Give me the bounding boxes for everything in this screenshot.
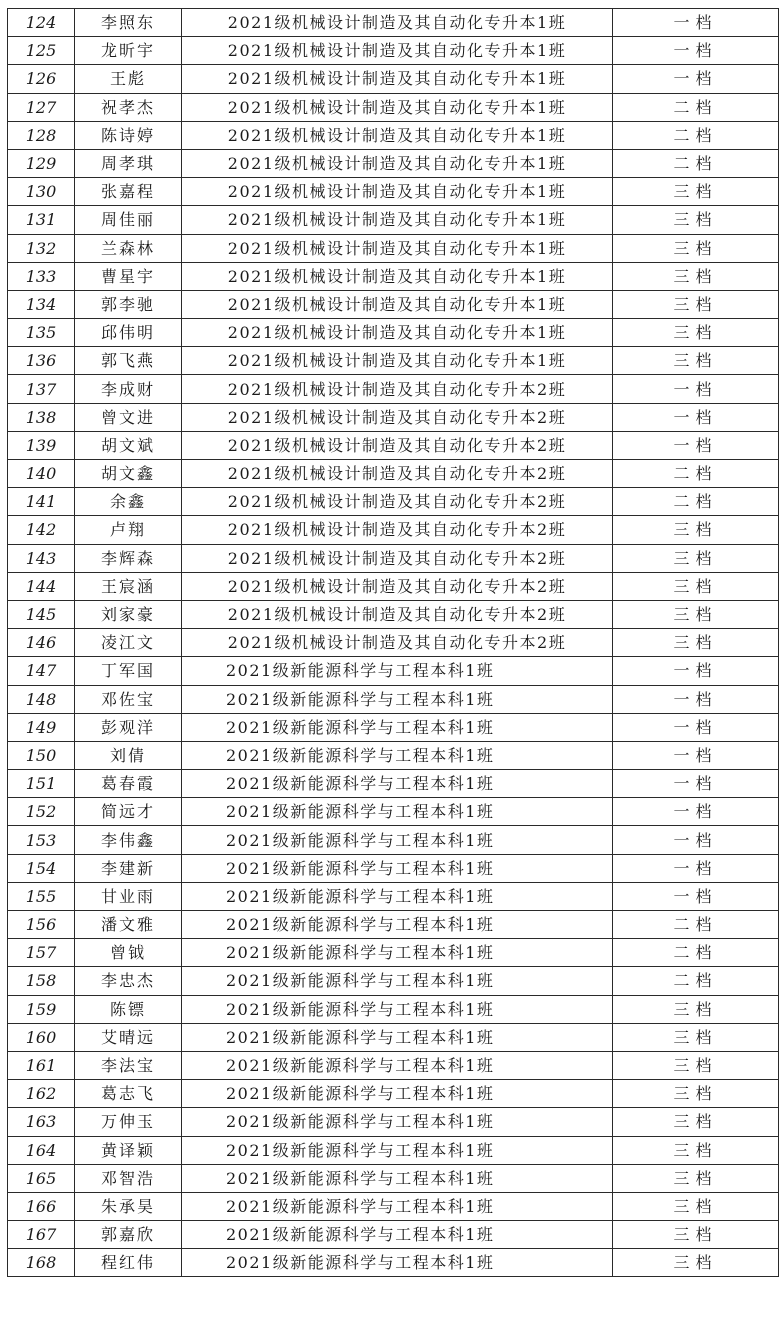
table-row (8, 460, 779, 488)
grade-level-cell: 一档 (613, 403, 779, 431)
class-name-cell: 2021级新能源科学与工程本科1班 (182, 741, 613, 769)
student-name-cell: 彭观洋 (75, 713, 182, 741)
table-row (8, 854, 779, 882)
row-number-cell: 124 (8, 9, 75, 37)
class-name-cell: 2021级新能源科学与工程本科1班 (182, 1164, 613, 1192)
table-row (8, 798, 779, 826)
class-name-cell: 2021级机械设计制造及其自动化专升本2班 (182, 375, 613, 403)
class-name-cell: 2021级新能源科学与工程本科1班 (182, 1221, 613, 1249)
table-row (8, 713, 779, 741)
table-row (8, 1108, 779, 1136)
grade-level-cell: 二档 (613, 121, 779, 149)
class-name-cell: 2021级新能源科学与工程本科1班 (182, 939, 613, 967)
grade-level-cell: 三档 (613, 1249, 779, 1277)
table-row (8, 1051, 779, 1079)
student-name-cell: 邓佐宝 (75, 685, 182, 713)
row-number-cell: 160 (8, 1023, 75, 1051)
row-number-cell: 131 (8, 206, 75, 234)
student-name-cell: 黄译颖 (75, 1136, 182, 1164)
table-row (8, 319, 779, 347)
row-number-cell: 138 (8, 403, 75, 431)
row-number-cell: 128 (8, 121, 75, 149)
table-row (8, 1136, 779, 1164)
grade-level-cell: 二档 (613, 93, 779, 121)
grade-level-cell: 一档 (613, 798, 779, 826)
class-name-cell: 2021级新能源科学与工程本科1班 (182, 770, 613, 798)
row-number-cell: 168 (8, 1249, 75, 1277)
row-number-cell: 152 (8, 798, 75, 826)
class-name-cell: 2021级机械设计制造及其自动化专升本1班 (182, 178, 613, 206)
table-row (8, 967, 779, 995)
class-name-cell: 2021级新能源科学与工程本科1班 (182, 1136, 613, 1164)
grade-level-cell: 一档 (613, 826, 779, 854)
row-number-cell: 157 (8, 939, 75, 967)
row-number-cell: 155 (8, 882, 75, 910)
table-row (8, 206, 779, 234)
student-name-cell: 曾钺 (75, 939, 182, 967)
grade-level-cell: 二档 (613, 488, 779, 516)
row-number-cell: 142 (8, 516, 75, 544)
class-name-cell: 2021级机械设计制造及其自动化专升本2班 (182, 544, 613, 572)
class-name-cell: 2021级机械设计制造及其自动化专升本2班 (182, 460, 613, 488)
table-row (8, 1221, 779, 1249)
table-row (8, 600, 779, 628)
grade-level-cell: 一档 (613, 854, 779, 882)
grade-level-cell: 二档 (613, 460, 779, 488)
student-name-cell: 曾文进 (75, 403, 182, 431)
class-name-cell: 2021级机械设计制造及其自动化专升本2班 (182, 431, 613, 459)
student-name-cell: 陈诗婷 (75, 121, 182, 149)
row-number-cell: 125 (8, 37, 75, 65)
class-name-cell: 2021级新能源科学与工程本科1班 (182, 798, 613, 826)
table-row (8, 431, 779, 459)
grade-level-cell: 三档 (613, 178, 779, 206)
table-row (8, 657, 779, 685)
class-name-cell: 2021级机械设计制造及其自动化专升本2班 (182, 572, 613, 600)
class-name-cell: 2021级新能源科学与工程本科1班 (182, 1080, 613, 1108)
student-name-cell: 王彪 (75, 65, 182, 93)
row-number-cell: 165 (8, 1164, 75, 1192)
class-name-cell: 2021级机械设计制造及其自动化专升本2班 (182, 516, 613, 544)
row-number-cell: 158 (8, 967, 75, 995)
grade-level-cell: 三档 (613, 234, 779, 262)
class-name-cell: 2021级新能源科学与工程本科1班 (182, 657, 613, 685)
row-number-cell: 144 (8, 572, 75, 600)
grade-level-cell: 一档 (613, 37, 779, 65)
class-name-cell: 2021级新能源科学与工程本科1班 (182, 1023, 613, 1051)
class-name-cell: 2021级新能源科学与工程本科1班 (182, 967, 613, 995)
row-number-cell: 153 (8, 826, 75, 854)
table-row (8, 488, 779, 516)
row-number-cell: 163 (8, 1108, 75, 1136)
grade-level-cell: 二档 (613, 911, 779, 939)
student-name-cell: 李法宝 (75, 1051, 182, 1079)
table-row (8, 65, 779, 93)
row-number-cell: 143 (8, 544, 75, 572)
roster-table (7, 8, 779, 1277)
student-name-cell: 葛春霞 (75, 770, 182, 798)
student-name-cell: 凌江文 (75, 629, 182, 657)
grade-level-cell: 三档 (613, 319, 779, 347)
grade-level-cell: 一档 (613, 741, 779, 769)
row-number-cell: 147 (8, 657, 75, 685)
table-row (8, 939, 779, 967)
table-row (8, 149, 779, 177)
grade-level-cell: 一档 (613, 375, 779, 403)
row-number-cell: 133 (8, 262, 75, 290)
student-name-cell: 曹星宇 (75, 262, 182, 290)
grade-level-cell: 三档 (613, 262, 779, 290)
class-name-cell: 2021级新能源科学与工程本科1班 (182, 854, 613, 882)
row-number-cell: 159 (8, 995, 75, 1023)
table-row (8, 375, 779, 403)
grade-level-cell: 三档 (613, 1108, 779, 1136)
row-number-cell: 154 (8, 854, 75, 882)
class-name-cell: 2021级机械设计制造及其自动化专升本1班 (182, 93, 613, 121)
class-name-cell: 2021级机械设计制造及其自动化专升本2班 (182, 600, 613, 628)
table-row (8, 262, 779, 290)
row-number-cell: 137 (8, 375, 75, 403)
grade-level-cell: 一档 (613, 685, 779, 713)
class-name-cell: 2021级新能源科学与工程本科1班 (182, 685, 613, 713)
student-name-cell: 朱承昊 (75, 1192, 182, 1220)
row-number-cell: 141 (8, 488, 75, 516)
student-name-cell: 胡文斌 (75, 431, 182, 459)
grade-level-cell: 三档 (613, 1023, 779, 1051)
grade-level-cell: 三档 (613, 1164, 779, 1192)
table-row (8, 234, 779, 262)
table-row (8, 995, 779, 1023)
student-name-cell: 邱伟明 (75, 319, 182, 347)
class-name-cell: 2021级机械设计制造及其自动化专升本1班 (182, 262, 613, 290)
student-name-cell: 周佳丽 (75, 206, 182, 234)
row-number-cell: 127 (8, 93, 75, 121)
row-number-cell: 150 (8, 741, 75, 769)
student-name-cell: 李伟鑫 (75, 826, 182, 854)
grade-level-cell: 三档 (613, 995, 779, 1023)
class-name-cell: 2021级机械设计制造及其自动化专升本1班 (182, 9, 613, 37)
grade-level-cell: 二档 (613, 967, 779, 995)
class-name-cell: 2021级新能源科学与工程本科1班 (182, 1249, 613, 1277)
grade-level-cell: 三档 (613, 1192, 779, 1220)
table-row (8, 741, 779, 769)
row-number-cell: 151 (8, 770, 75, 798)
class-name-cell: 2021级机械设计制造及其自动化专升本1班 (182, 149, 613, 177)
student-name-cell: 葛志飞 (75, 1080, 182, 1108)
student-name-cell: 龙昕宇 (75, 37, 182, 65)
student-name-cell: 潘文雅 (75, 911, 182, 939)
student-name-cell: 万伸玉 (75, 1108, 182, 1136)
student-name-cell: 李忠杰 (75, 967, 182, 995)
grade-level-cell: 二档 (613, 149, 779, 177)
table-row (8, 121, 779, 149)
student-name-cell: 简远才 (75, 798, 182, 826)
class-name-cell: 2021级机械设计制造及其自动化专升本2班 (182, 403, 613, 431)
student-name-cell: 李成财 (75, 375, 182, 403)
table-row (8, 826, 779, 854)
grade-level-cell: 一档 (613, 657, 779, 685)
row-number-cell: 162 (8, 1080, 75, 1108)
class-name-cell: 2021级新能源科学与工程本科1班 (182, 882, 613, 910)
row-number-cell: 132 (8, 234, 75, 262)
class-name-cell: 2021级新能源科学与工程本科1班 (182, 1051, 613, 1079)
table-row (8, 178, 779, 206)
row-number-cell: 156 (8, 911, 75, 939)
row-number-cell: 135 (8, 319, 75, 347)
grade-level-cell: 三档 (613, 206, 779, 234)
student-name-cell: 艾晴远 (75, 1023, 182, 1051)
table-row (8, 93, 779, 121)
class-name-cell: 2021级机械设计制造及其自动化专升本1班 (182, 234, 613, 262)
grade-level-cell: 三档 (613, 1051, 779, 1079)
grade-level-cell: 三档 (613, 516, 779, 544)
class-name-cell: 2021级机械设计制造及其自动化专升本1班 (182, 319, 613, 347)
table-row (8, 770, 779, 798)
table-row (8, 516, 779, 544)
table-row (8, 544, 779, 572)
table-row (8, 9, 779, 37)
row-number-cell: 161 (8, 1051, 75, 1079)
class-name-cell: 2021级机械设计制造及其自动化专升本1班 (182, 347, 613, 375)
grade-level-cell: 一档 (613, 431, 779, 459)
student-name-cell: 王宸涵 (75, 572, 182, 600)
roster-sheet (7, 8, 774, 1277)
class-name-cell: 2021级机械设计制造及其自动化专升本2班 (182, 488, 613, 516)
grade-level-cell: 二档 (613, 939, 779, 967)
student-name-cell: 李建新 (75, 854, 182, 882)
class-name-cell: 2021级新能源科学与工程本科1班 (182, 1108, 613, 1136)
grade-level-cell: 三档 (613, 1080, 779, 1108)
class-name-cell: 2021级机械设计制造及其自动化专升本1班 (182, 121, 613, 149)
table-row (8, 1192, 779, 1220)
table-row (8, 403, 779, 431)
table-row (8, 347, 779, 375)
grade-level-cell: 三档 (613, 629, 779, 657)
grade-level-cell: 三档 (613, 1221, 779, 1249)
grade-level-cell: 三档 (613, 1136, 779, 1164)
student-name-cell: 邓智浩 (75, 1164, 182, 1192)
grade-level-cell: 一档 (613, 882, 779, 910)
table-row (8, 629, 779, 657)
table-row (8, 1164, 779, 1192)
student-name-cell: 郭飞燕 (75, 347, 182, 375)
row-number-cell: 126 (8, 65, 75, 93)
student-name-cell: 刘家豪 (75, 600, 182, 628)
row-number-cell: 146 (8, 629, 75, 657)
table-row (8, 685, 779, 713)
student-name-cell: 周孝琪 (75, 149, 182, 177)
row-number-cell: 167 (8, 1221, 75, 1249)
class-name-cell: 2021级新能源科学与工程本科1班 (182, 995, 613, 1023)
table-row (8, 37, 779, 65)
grade-level-cell: 一档 (613, 770, 779, 798)
student-name-cell: 郭嘉欣 (75, 1221, 182, 1249)
grade-level-cell: 三档 (613, 600, 779, 628)
class-name-cell: 2021级机械设计制造及其自动化专升本1班 (182, 65, 613, 93)
table-row (8, 911, 779, 939)
student-name-cell: 张嘉程 (75, 178, 182, 206)
grade-level-cell: 一档 (613, 65, 779, 93)
student-name-cell: 李照东 (75, 9, 182, 37)
table-row (8, 1080, 779, 1108)
class-name-cell: 2021级机械设计制造及其自动化专升本1班 (182, 290, 613, 318)
student-name-cell: 李辉森 (75, 544, 182, 572)
student-name-cell: 胡文鑫 (75, 460, 182, 488)
student-name-cell: 程红伟 (75, 1249, 182, 1277)
class-name-cell: 2021级新能源科学与工程本科1班 (182, 911, 613, 939)
student-name-cell: 郭李驰 (75, 290, 182, 318)
row-number-cell: 166 (8, 1192, 75, 1220)
student-name-cell: 兰森林 (75, 234, 182, 262)
table-row (8, 572, 779, 600)
row-number-cell: 149 (8, 713, 75, 741)
class-name-cell: 2021级机械设计制造及其自动化专升本2班 (182, 629, 613, 657)
grade-level-cell: 三档 (613, 544, 779, 572)
row-number-cell: 136 (8, 347, 75, 375)
row-number-cell: 140 (8, 460, 75, 488)
class-name-cell: 2021级新能源科学与工程本科1班 (182, 826, 613, 854)
table-row (8, 1023, 779, 1051)
student-name-cell: 刘倩 (75, 741, 182, 769)
grade-level-cell: 三档 (613, 572, 779, 600)
table-row (8, 882, 779, 910)
student-name-cell: 陈镖 (75, 995, 182, 1023)
grade-level-cell: 三档 (613, 347, 779, 375)
student-name-cell: 丁军国 (75, 657, 182, 685)
student-name-cell: 卢翔 (75, 516, 182, 544)
class-name-cell: 2021级新能源科学与工程本科1班 (182, 1192, 613, 1220)
class-name-cell: 2021级机械设计制造及其自动化专升本1班 (182, 206, 613, 234)
row-number-cell: 129 (8, 149, 75, 177)
table-row (8, 290, 779, 318)
row-number-cell: 148 (8, 685, 75, 713)
row-number-cell: 139 (8, 431, 75, 459)
row-number-cell: 130 (8, 178, 75, 206)
grade-level-cell: 一档 (613, 713, 779, 741)
row-number-cell: 145 (8, 600, 75, 628)
grade-level-cell: 一档 (613, 9, 779, 37)
student-name-cell: 甘业雨 (75, 882, 182, 910)
grade-level-cell: 三档 (613, 290, 779, 318)
class-name-cell: 2021级机械设计制造及其自动化专升本1班 (182, 37, 613, 65)
class-name-cell: 2021级新能源科学与工程本科1班 (182, 713, 613, 741)
table-row (8, 1249, 779, 1277)
row-number-cell: 134 (8, 290, 75, 318)
student-name-cell: 祝孝杰 (75, 93, 182, 121)
roster-body (8, 9, 779, 1277)
student-name-cell: 余鑫 (75, 488, 182, 516)
row-number-cell: 164 (8, 1136, 75, 1164)
